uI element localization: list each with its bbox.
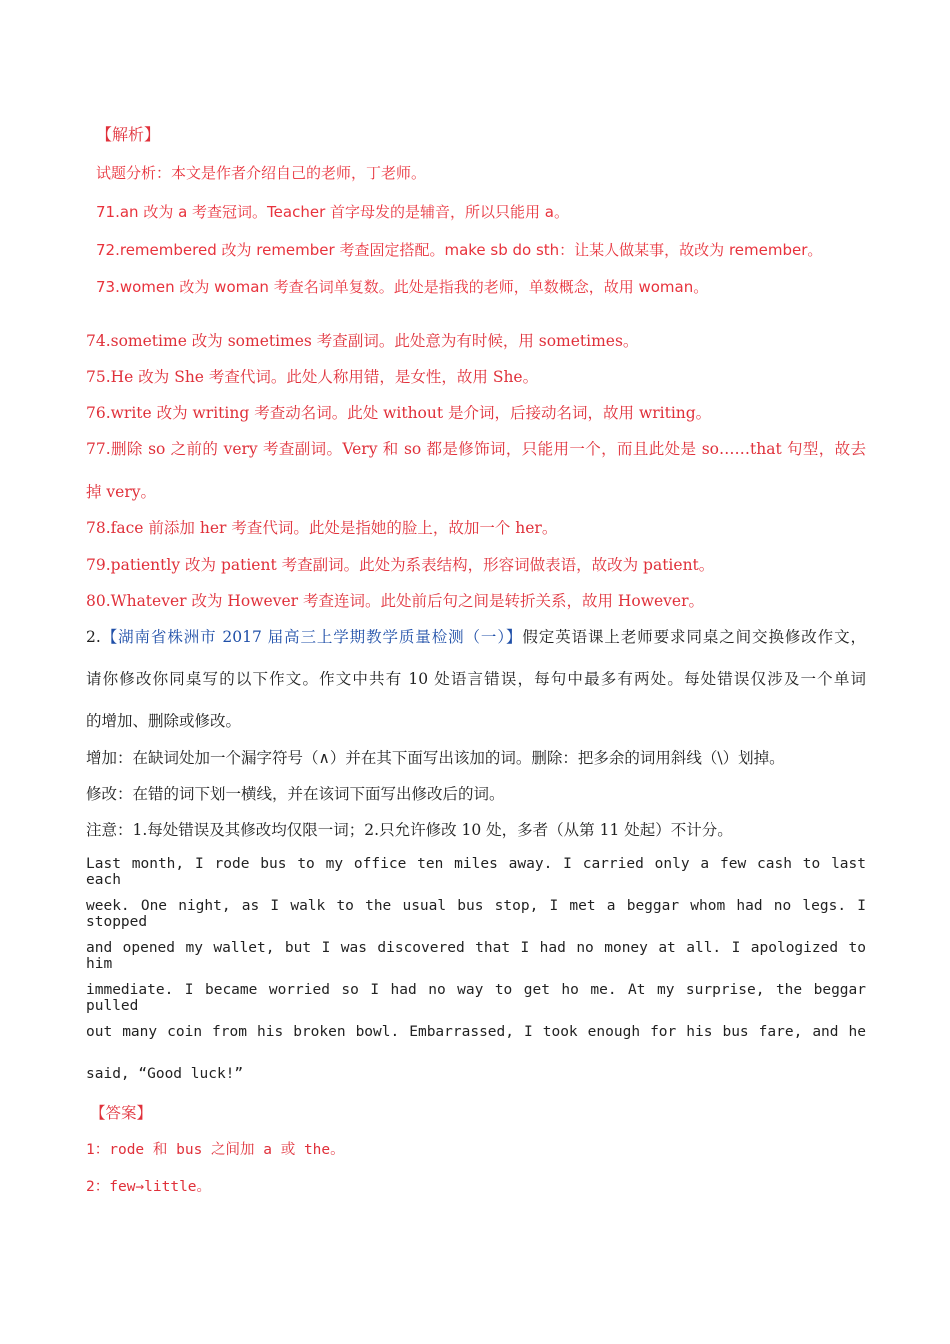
analysis-header: 【解析】 [96,125,161,144]
answer-header: 【答案】 [90,1104,153,1122]
answer-line: 76.write 改为 writing 考查动名词。此处 without 是介词，后接动名词，故用 writing。 [86,404,712,422]
question-intro-text: 假定英语课上老师要求同桌之间交换修改作文， [522,628,866,646]
analysis-line: 72.remembered 改为 remember 考查固定搭配。make sb do sth：让某人做某事，故改为 remember。 [96,241,823,259]
answer-item: 1：rode 和 bus 之间加 a 或 the。 [86,1142,345,1158]
essay-line: and opened my wallet, but I was discovered that I had no money at all. I apologized to him [86,940,866,972]
analysis-line: 试题分析：本文是作者介绍自己的老师，丁老师。 [96,164,427,182]
answer-line: 79.patiently 改为 patient 考查副词。此处为系表结构，形容词做表语，故改为 patient。 [86,556,715,574]
answer-line: 74.sometime 改为 sometimes 考查副词。此处意为有时候，用 sometimes。 [86,332,639,350]
answer-line: 75.He 改为 She 考查代词。此处人称用错，是女性，故用 She。 [86,368,539,386]
answer-line: 掉 very。 [86,483,157,501]
essay-line: said, “Good luck!” [86,1066,244,1082]
answer-item: 2：few→little。 [86,1179,212,1195]
essay-line: Last month, I rode bus to my office ten miles away. I carried only a few cash to last each [86,856,866,888]
answer-line: 80.Whatever 改为 However 考查连词。此处前后句之间是转折关系，故用 However。 [86,592,705,610]
essay-line: week. One night, as I walk to the usual bus stop, I met a beggar whom had no legs. I stopped [86,898,866,930]
question-intro: 请你修改你同桌写的以下作文。作文中共有 10 处语言错误，每句中最多有两处。每处错误仅涉及一个单词 [86,670,866,688]
essay-line: out many coin from his broken bowl. Embarrassed, I took enough for his bus fare, and he [86,1024,866,1040]
question-intro [86,625,866,647]
question-source: 【湖南省株洲市 2017 届高三上学期教学质量检测（一）】 [100,628,523,646]
question-number: 2. [86,628,101,646]
rule-note: 注意：1.每处错误及其修改均仅限一词；2.只允许修改 10 处，多者（从第 11 处起）不计分。 [86,821,733,839]
rule-add: 增加：在缺词处加一个漏字符号（∧）并在其下面写出该加的词。删除：把多余的词用斜线（\）划掉。 [86,749,785,767]
rule-modify: 修改：在错的词下划一横线，并在该词下面写出修改后的词。 [86,785,505,803]
answer-line: 78.face 前添加 her 考查代词。此处是指她的脸上，故加一个 her。 [86,519,558,537]
analysis-line: 71.an 改为 a 考查冠词。Teacher 首字母发的是辅音，所以只能用 a。 [96,203,569,221]
answer-line: 77.删除 so 之前的 very 考查副词。Very 和 so 都是修饰词，只能用一个，而且此处是 so……that 句型，故去 [86,440,866,458]
essay-line: immediate. I became worried so I had no way to get ho me. At my surprise, the beggar pulled [86,982,866,1014]
question-intro: 的增加、删除或修改。 [86,712,242,730]
analysis-line: 73.women 改为 woman 考查名词单复数。此处是指我的老师，单数概念，故用 woman。 [96,278,709,296]
